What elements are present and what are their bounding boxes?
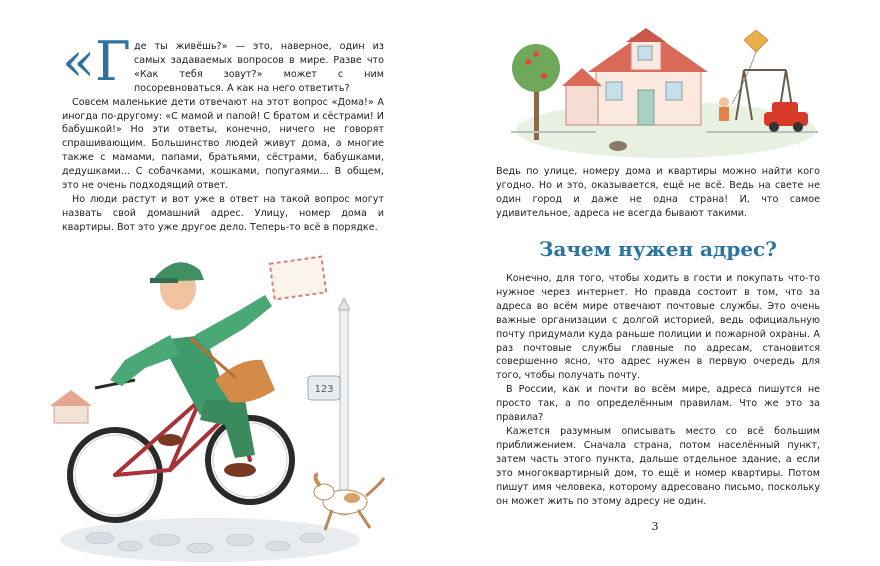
paragraph: Ведь по улице, номеру дома и квартиры можно найти кого угодно. Но и это, оказывается, ещё не всё. Ведь на свете не один город и даже не одна страна! И, что самое удивительное, адреса не всегда бывают такими. xyxy=(496,166,820,219)
house-icon xyxy=(50,390,92,423)
drop-cap: «Г xyxy=(62,30,131,93)
envelope-icon xyxy=(270,257,327,300)
paragraph: Совсем маленькие дети отвечают на этот вопрос «Дома!» А иногда по-другому: «С мамой и папой! С братом и сёстрами! И бабушкой!» Но эти ответы, конечно, ничего не говорят спрашивающим. Большинство людей живут дома, а многие также с мамами, папами, братьями, сёстрами, бабушками, дедушками... С собачками, кошками, попугаями... В общем, это не очень подходящий ответ. xyxy=(62,96,384,192)
postman-illustration xyxy=(40,240,440,566)
paragraph: Но люди растут и вот уже в ответ на такой вопрос могут назвать свой домашний адрес. Улицу, номер дома и квартиры. Вот это уже другое дело. Теперь-то всё в порядке. xyxy=(62,193,384,233)
opening-text: де ты живёшь?» — это, наверное, один из самых задаваемых вопросов в мире. Разве что «Как тебя зовут?» может с ним посоревноваться. А как на него ответить? xyxy=(134,41,384,94)
section-text-block xyxy=(496,272,820,508)
house-icon xyxy=(562,28,708,125)
left-text-block xyxy=(62,30,384,235)
house-illustration xyxy=(506,20,820,160)
paragraph: В России, как и почти во всём мире, адреса пишутся не просто так, а по определённым правилам. Что же это за правила? xyxy=(496,384,820,424)
section-heading: Зачем нужен адрес? xyxy=(539,237,777,261)
dog-icon xyxy=(314,474,384,530)
kite-icon xyxy=(732,30,768,104)
intro-text-block xyxy=(496,165,820,221)
paragraph: Кажется разумным описывать место со всё большим приближением. Сначала страна, потом населённый пункт, затем часть этого пункта, дальше отдельное здание, а если это многоквартирный дом, то ещё и номер квартиры. Потом пишут имя человека, которому адресовано письмо, поскольку он может жить по этому адресу не один. xyxy=(496,425,820,507)
mailbox-number: 123 xyxy=(314,384,334,395)
right-page xyxy=(440,0,880,566)
paragraph: Конечно, для того, чтобы ходить в гости и покупать что-то нужное через интернет. Но правда состоит в том, что за адреса во всём мире отвечают почтовые службы. Это очень важные организации с долгой историей, ведь официальную почту придумали куда раньше полиции и пожарной охраны. А раз почтовые службы главные по адресам, становится совершенно ясно, что адрес нужен в первую очередь для того, чтобы получать почту. xyxy=(496,273,820,382)
page-number: 3 xyxy=(651,520,659,533)
